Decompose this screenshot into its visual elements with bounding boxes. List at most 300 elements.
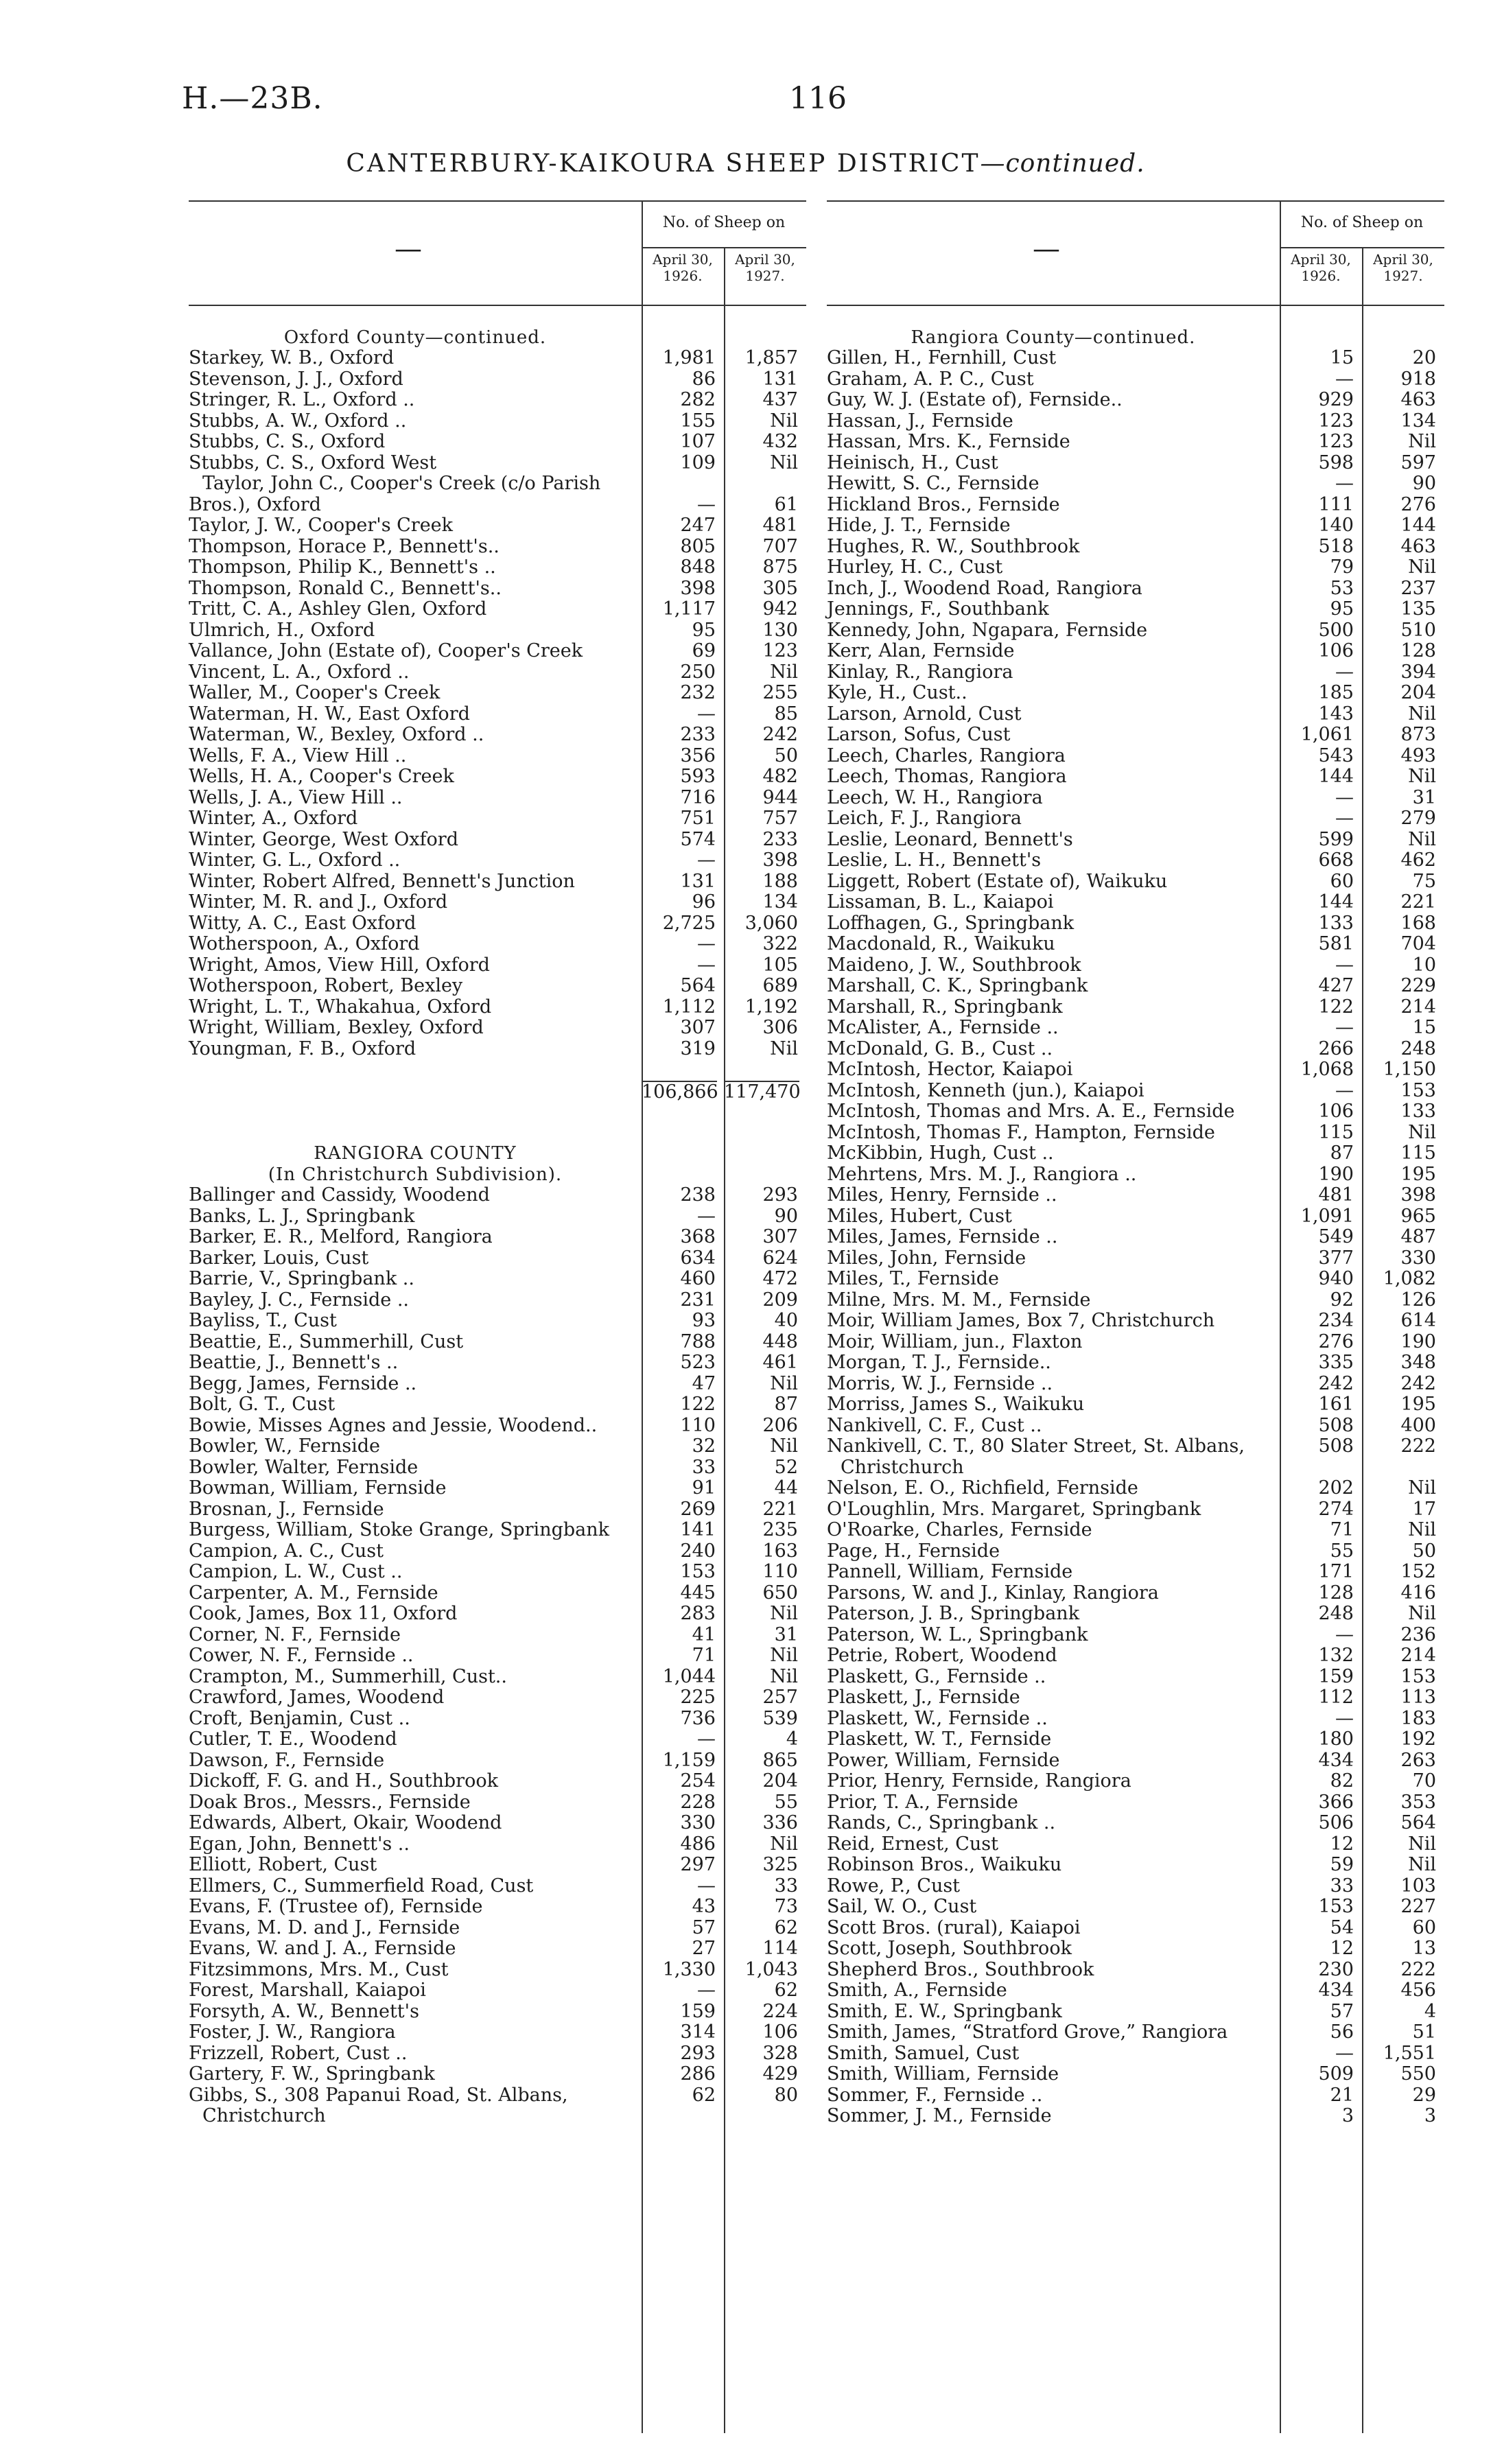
total-1927: 117,470	[724, 1081, 801, 1103]
value-1926: 96	[692, 891, 716, 913]
value-1926: —	[1335, 808, 1354, 829]
row-name: Sommer, F., Fernside ..	[827, 2084, 1043, 2106]
table-row	[189, 369, 806, 390]
table-row	[827, 1876, 1444, 1897]
table-row	[189, 1227, 806, 1248]
row-name: Stubbs, C. S., Oxford	[189, 431, 386, 452]
table-row	[827, 2085, 1444, 2107]
value-1926: 106	[1318, 1101, 1354, 1122]
value-1926: 848	[680, 556, 716, 578]
value-1927: 29	[1412, 2084, 1436, 2106]
table-row	[189, 1457, 806, 1479]
table-row	[827, 515, 1444, 537]
value-1927: 222	[1400, 1435, 1436, 1457]
row-name: Evans, F. (Trustee of), Fernside	[189, 1896, 483, 1917]
value-1927: 50	[774, 744, 798, 766]
left-column-header	[189, 202, 806, 306]
row-name: Winter, A., Oxford	[189, 808, 358, 829]
row-name: Thompson, Philip K., Bennett's ..	[189, 556, 496, 578]
table-row	[189, 2043, 806, 2065]
row-name: Miles, John, Fernside	[827, 1247, 1026, 1269]
table-row	[189, 1018, 806, 1039]
row-name: Hughes, R. W., Southbrook	[827, 535, 1080, 557]
value-1927: 597	[1400, 451, 1436, 473]
value-1926: 155	[680, 410, 716, 432]
value-1927: 1,043	[744, 1958, 798, 1980]
value-1927: 416	[1400, 1582, 1436, 1604]
value-1926: 1,044	[662, 1665, 716, 1687]
value-1927: 942	[762, 598, 798, 620]
value-1927: 400	[1400, 1414, 1436, 1436]
row-name: Moir, William James, Box 7, Christchurch	[827, 1310, 1215, 1331]
row-name: Stubbs, C. S., Oxford West	[189, 451, 437, 473]
table-row	[189, 683, 806, 704]
value-1927: 1,551	[1383, 2042, 1436, 2064]
value-1926: 254	[680, 1770, 716, 1792]
table-row	[827, 1709, 1444, 1730]
row-name: Forest, Marshall, Kaiapoi	[189, 1980, 426, 2001]
row-name: Inch, J., Woodend Road, Rangiora	[827, 577, 1142, 599]
value-1927: 918	[1400, 368, 1436, 390]
table-row	[189, 1206, 806, 1228]
value-1927: Nil	[770, 1645, 798, 1666]
table-row	[827, 453, 1444, 474]
row-name: McIntosh, Kenneth (jun.), Kaiapoi	[827, 1079, 1144, 1101]
table-row	[189, 1541, 806, 1562]
row-name: Tritt, C. A., Ashley Glen, Oxford	[189, 598, 487, 620]
right-rows	[827, 306, 1444, 2127]
table-row	[827, 1416, 1444, 1437]
table-row	[827, 1374, 1444, 1395]
table-row	[189, 1645, 806, 1667]
table-row	[827, 1771, 1444, 1792]
value-1927: 305	[762, 577, 798, 599]
value-1927: 106	[762, 2021, 798, 2043]
row-name: Stringer, R. L., Oxford ..	[189, 389, 415, 410]
value-1926: 434	[1318, 1980, 1354, 2001]
value-1927: 398	[762, 849, 798, 871]
value-1927: 456	[1400, 1980, 1436, 2001]
table-row	[827, 1311, 1444, 1332]
value-1926: 1,330	[662, 1958, 716, 1980]
value-1926: 228	[680, 1791, 716, 1813]
table-row	[189, 1938, 806, 1960]
value-1926: 115	[1318, 1121, 1354, 1143]
table-row	[827, 1206, 1444, 1228]
value-1926: 54	[1330, 1916, 1354, 1938]
row-name: Barker, E. R., Melford, Rangiora	[189, 1226, 493, 1247]
value-1926: 110	[680, 1414, 716, 1436]
table-row	[189, 830, 806, 851]
value-1927: 493	[1400, 744, 1436, 766]
row-name: Morriss, James S., Waikuku	[827, 1394, 1085, 1415]
row-name: Kennedy, John, Ngapara, Fernside	[827, 619, 1148, 641]
value-1926: 377	[1318, 1247, 1354, 1269]
page-title-text: CANTERBURY-KAIKOURA SHEEP DISTRICT	[346, 150, 981, 178]
left-table	[189, 200, 806, 2127]
value-1927: 1,857	[744, 347, 798, 368]
value-1927: 965	[1400, 1205, 1436, 1227]
row-name: Bowie, Misses Agnes and Jessie, Woodend..	[189, 1414, 598, 1436]
row-name: Gibbs, S., 308 Papanui Road, St. Albans,	[189, 2084, 568, 2106]
row-name: Maideno, J. W., Southbrook	[827, 954, 1081, 976]
table-row	[827, 1834, 1444, 1855]
value-1927: 133	[1400, 1101, 1436, 1122]
value-1927: 17	[1412, 1498, 1436, 1520]
table-row	[189, 1248, 806, 1269]
row-name: Ulmrich, H., Oxford	[189, 619, 375, 641]
value-1927: 704	[1400, 933, 1436, 954]
value-1926: 57	[692, 1916, 716, 1938]
value-1926: 335	[1318, 1352, 1354, 1373]
table-row	[189, 2022, 806, 2043]
left-sheep-on-label: No. of Sheep on	[662, 214, 786, 231]
table-row	[189, 725, 806, 746]
value-1926: —	[1335, 1623, 1354, 1645]
table-row	[189, 1604, 806, 1625]
value-1926: 508	[1318, 1435, 1354, 1457]
row-name: Taylor, J. W., Cooper's Creek	[189, 515, 454, 536]
value-1926: 32	[692, 1435, 716, 1457]
total-row	[189, 1081, 806, 1102]
value-1926: 180	[1318, 1728, 1354, 1750]
value-1926: 109	[680, 451, 716, 473]
value-1927: Nil	[1408, 1854, 1436, 1875]
value-1927: 325	[762, 1854, 798, 1875]
row-name: Plaskett, W. T., Fernside	[827, 1728, 1052, 1750]
value-1927: Nil	[770, 1665, 798, 1687]
value-1927: 276	[1400, 493, 1436, 515]
value-1926: 171	[1318, 1561, 1354, 1582]
value-1926: 282	[680, 389, 716, 410]
table-row	[189, 1897, 806, 1918]
value-1927: Nil	[1408, 828, 1436, 850]
row-name: Mehrtens, Mrs. M. J., Rangiora ..	[827, 1163, 1137, 1185]
row-name: Moir, William, jun., Flaxton	[827, 1330, 1083, 1352]
value-1927: 550	[1400, 2063, 1436, 2085]
value-1926: 398	[680, 577, 716, 599]
page-number: 116	[789, 81, 847, 116]
row-name: Barrie, V., Springbank ..	[189, 1268, 414, 1289]
table-row	[189, 1290, 806, 1311]
value-1927: 255	[762, 682, 798, 703]
value-1927: 105	[762, 954, 798, 976]
row-name: McIntosh, Thomas and Mrs. A. E., Fernside	[827, 1101, 1235, 1122]
table-row	[827, 2002, 1444, 2023]
value-1927: 564	[1400, 1812, 1436, 1833]
row-name: Macdonald, R., Waikuku	[827, 933, 1055, 954]
row-name: McDonald, G. B., Cust ..	[827, 1037, 1053, 1059]
value-1927: 4	[786, 1728, 798, 1750]
value-1927: 242	[762, 724, 798, 745]
value-1927: 134	[1400, 410, 1436, 432]
value-1926: 56	[1330, 2021, 1354, 2043]
value-1926: 523	[680, 1352, 716, 1373]
value-1927: 224	[762, 2000, 798, 2022]
value-1927: 432	[762, 431, 798, 452]
row-name: Dickoff, F. G. and H., Southbrook	[189, 1770, 498, 1792]
value-1927: 328	[762, 2042, 798, 2064]
table-row	[189, 746, 806, 767]
value-1926: 486	[680, 1833, 716, 1855]
value-1926: 86	[692, 368, 716, 390]
left-year1-header: April 30, 1926.	[653, 251, 713, 284]
value-1926: 123	[1318, 431, 1354, 452]
value-1926: 41	[692, 1623, 716, 1645]
value-1927: Nil	[1408, 556, 1436, 578]
table-row	[827, 1960, 1444, 1981]
value-1927: 163	[762, 1540, 798, 1562]
value-1926: 805	[680, 535, 716, 557]
value-1926: 122	[680, 1394, 716, 1415]
row-name: Morris, W. J., Fernside ..	[827, 1372, 1053, 1394]
value-1926: 506	[1318, 1812, 1354, 1833]
table-row	[827, 1227, 1444, 1248]
value-1927: 306	[762, 1017, 798, 1038]
row-name: Prior, Henry, Fernside, Rangiora	[827, 1770, 1131, 1792]
value-1926: 788	[680, 1330, 716, 1352]
value-1927: 865	[762, 1749, 798, 1771]
value-1927: 482	[762, 766, 798, 787]
row-name: Gillen, H., Fernhill, Cust	[827, 347, 1057, 368]
row-name: Waterman, W., Bexley, Oxford ..	[189, 724, 484, 745]
value-1927: 293	[762, 1184, 798, 1206]
table-row	[827, 766, 1444, 788]
table-row	[827, 1520, 1444, 1541]
value-1927: Nil	[770, 661, 798, 683]
row-name: Milne, Mrs. M. M., Fernside	[827, 1289, 1091, 1311]
value-1927: 70	[1412, 1770, 1436, 1792]
row-name: Gartery, F. W., Springbank	[189, 2063, 435, 2085]
value-1926: 71	[692, 1645, 716, 1666]
value-1926: 21	[1330, 2084, 1354, 2106]
value-1927: 168	[1400, 912, 1436, 934]
table-row	[827, 2022, 1444, 2043]
table-row	[189, 1771, 806, 1792]
table-row	[189, 934, 806, 955]
value-1927: 3	[1424, 2105, 1436, 2126]
row-name: Loffhagen, G., Springbank	[827, 912, 1075, 934]
row-name: Shepherd Bros., Southbrook	[827, 1958, 1094, 1980]
value-1926: 368	[680, 1226, 716, 1247]
value-1927: 650	[762, 1582, 798, 1604]
table-row	[827, 1604, 1444, 1625]
value-1926: 543	[1318, 744, 1354, 766]
value-1927: 126	[1400, 1289, 1436, 1311]
value-1926: 57	[1330, 2000, 1354, 2022]
value-1926: 106	[1318, 640, 1354, 661]
row-name: Miles, Hubert, Cust	[827, 1205, 1012, 1227]
row-name: Wright, Amos, View Hill, Oxford	[189, 954, 490, 976]
value-1926: 202	[1318, 1477, 1354, 1499]
row-name: Beattie, E., Summerhill, Cust	[189, 1330, 464, 1352]
value-1926: 330	[680, 1812, 716, 1833]
row-name: Bolt, G. T., Cust	[189, 1394, 336, 1415]
row-name: Vallance, John (Estate of), Cooper's Creek	[189, 640, 583, 661]
right-year2-header: April 30, 1927.	[1373, 251, 1433, 284]
value-1926: 581	[1318, 933, 1354, 954]
table-row	[827, 1813, 1444, 1834]
value-1927: 539	[762, 1707, 798, 1729]
value-1926: 286	[680, 2063, 716, 2085]
right-year1-header: April 30, 1926.	[1291, 251, 1351, 284]
value-1926: 234	[1318, 1310, 1354, 1331]
row-name: Kyle, H., Cust..	[827, 682, 967, 703]
row-name: Hewitt, S. C., Fernside	[827, 473, 1040, 494]
value-1926: 460	[680, 1268, 716, 1289]
table-row	[189, 1918, 806, 1939]
value-1927: 487	[1400, 1226, 1436, 1247]
value-1926: —	[697, 1980, 716, 2001]
value-1926: 307	[680, 1017, 716, 1038]
value-1927: 90	[774, 1205, 798, 1227]
row-name: O'Roarke, Charles, Fernside	[827, 1519, 1092, 1540]
value-1927: 90	[1412, 473, 1436, 494]
value-1926: 274	[1318, 1498, 1354, 1520]
value-1926: —	[1335, 1079, 1354, 1101]
value-1926: 1,117	[662, 598, 716, 620]
value-1926: 95	[1330, 598, 1354, 620]
value-1926: 47	[692, 1372, 716, 1394]
table-row	[189, 1394, 806, 1416]
table-row	[827, 1499, 1444, 1521]
row-name: Edwards, Albert, Okair, Woodend	[189, 1812, 502, 1833]
value-1927: Nil	[1408, 1477, 1436, 1499]
value-1927: 237	[1400, 577, 1436, 599]
table-row	[189, 473, 806, 495]
table-row	[189, 1374, 806, 1395]
value-1927: 873	[1400, 724, 1436, 745]
row-name: McAlister, A., Fernside ..	[827, 1017, 1059, 1038]
table-row	[827, 997, 1444, 1018]
value-1926: 929	[1318, 389, 1354, 410]
value-1927: 204	[1400, 682, 1436, 703]
table-row	[827, 913, 1444, 935]
row-name: Sommer, J. M., Fernside	[827, 2105, 1052, 2126]
value-1927: Nil	[770, 410, 798, 432]
table-row	[189, 766, 806, 788]
row-name: Frizzell, Robert, Cust ..	[189, 2042, 408, 2064]
table-row	[189, 1729, 806, 1750]
value-1927: 195	[1400, 1163, 1436, 1185]
table-row	[827, 1018, 1444, 1039]
table-row	[827, 537, 1444, 558]
table-row	[189, 1667, 806, 1688]
row-name: Scott Bros. (rural), Kaiapoi	[827, 1916, 1081, 1938]
row-name: Cutler, T. E., Woodend	[189, 1728, 397, 1750]
value-1927: 206	[762, 1414, 798, 1436]
row-name: Ellmers, C., Summerfield Road, Cust	[189, 1875, 534, 1897]
table-row	[827, 725, 1444, 746]
value-1927: 221	[762, 1498, 798, 1520]
value-1927: 394	[1400, 661, 1436, 683]
section-heading: RANGIORA COUNTY	[314, 1143, 517, 1164]
row-name: Smith, A., Fernside	[827, 1980, 1007, 2001]
value-1926: —	[697, 1728, 716, 1750]
value-1926: 27	[692, 1938, 716, 1959]
row-name: Jennings, F., Southbank	[827, 598, 1049, 620]
value-1927: 214	[1400, 996, 1436, 1018]
value-1927: 242	[1400, 1372, 1436, 1394]
value-1927: 510	[1400, 619, 1436, 641]
value-1927: 233	[762, 828, 798, 850]
row-name: Wells, F. A., View Hill ..	[189, 744, 407, 766]
value-1926: 153	[1318, 1896, 1354, 1917]
value-1926: —	[1335, 661, 1354, 683]
value-1927: 279	[1400, 808, 1436, 829]
value-1927: 51	[1412, 2021, 1436, 2043]
value-1927: 115	[1400, 1142, 1436, 1164]
table-row	[189, 1269, 806, 1290]
row-name: Smith, E. W., Springbank	[827, 2000, 1062, 2022]
row-name: McIntosh, Hector, Kaiapoi	[827, 1059, 1073, 1080]
value-1927: 62	[774, 1916, 798, 1938]
table-row	[189, 997, 806, 1018]
row-name: Leich, F. J., Rangiora	[827, 808, 1022, 829]
value-1927: 222	[1400, 1958, 1436, 1980]
table-row	[189, 1980, 806, 2002]
value-1927: 144	[1400, 515, 1436, 536]
table-row	[827, 599, 1444, 620]
row-name: Egan, John, Bennett's ..	[189, 1833, 410, 1855]
table-row	[189, 788, 806, 809]
table-row	[827, 1436, 1444, 1457]
row-name: Robinson Bros., Waikuku	[827, 1854, 1062, 1875]
row-name: Wotherspoon, A., Oxford	[189, 933, 420, 954]
row-name: Nankivell, C. F., Cust ..	[827, 1414, 1042, 1436]
table-row	[189, 1520, 806, 1541]
right-column-header	[827, 202, 1444, 306]
table-row	[827, 578, 1444, 600]
value-1927: 113	[1400, 1687, 1436, 1708]
value-1927: 13	[1412, 1938, 1436, 1959]
value-1927: 1,082	[1383, 1268, 1436, 1289]
table-row	[827, 369, 1444, 390]
row-name: Crawford, James, Woodend	[189, 1687, 445, 1708]
table-row	[827, 390, 1444, 411]
row-name: Rowe, P., Cust	[827, 1875, 961, 1897]
table-row	[189, 662, 806, 683]
table-row	[827, 1918, 1444, 1939]
value-1926: —	[1335, 954, 1354, 976]
value-1926: 53	[1330, 577, 1354, 599]
row-name: Leech, Charles, Rangiora	[827, 744, 1066, 766]
value-1927: Nil	[770, 451, 798, 473]
row-name: Stubbs, A. W., Oxford ..	[189, 410, 407, 432]
table-row	[189, 599, 806, 620]
table-row	[827, 1248, 1444, 1269]
left-column-dash: —	[395, 233, 422, 265]
table-row	[827, 432, 1444, 453]
row-name: Bros.), Oxford	[189, 493, 321, 515]
table-row	[827, 788, 1444, 809]
row-name: Smith, William, Fernside	[827, 2063, 1059, 2085]
value-1926: 356	[680, 744, 716, 766]
row-name: Dawson, F., Fernside	[189, 1749, 385, 1771]
row-name: Vincent, L. A., Oxford ..	[189, 661, 410, 683]
value-1927: 348	[1400, 1352, 1436, 1373]
table-row	[827, 1855, 1444, 1876]
value-1926: 144	[1318, 891, 1354, 913]
value-1926: 79	[1330, 556, 1354, 578]
value-1926: 91	[692, 1477, 716, 1499]
value-1926: 1,112	[662, 996, 716, 1018]
value-1926: 240	[680, 1540, 716, 1562]
table-row	[827, 1290, 1444, 1311]
value-1926: 111	[1318, 493, 1354, 515]
table-row	[189, 537, 806, 558]
table-row	[827, 557, 1444, 578]
